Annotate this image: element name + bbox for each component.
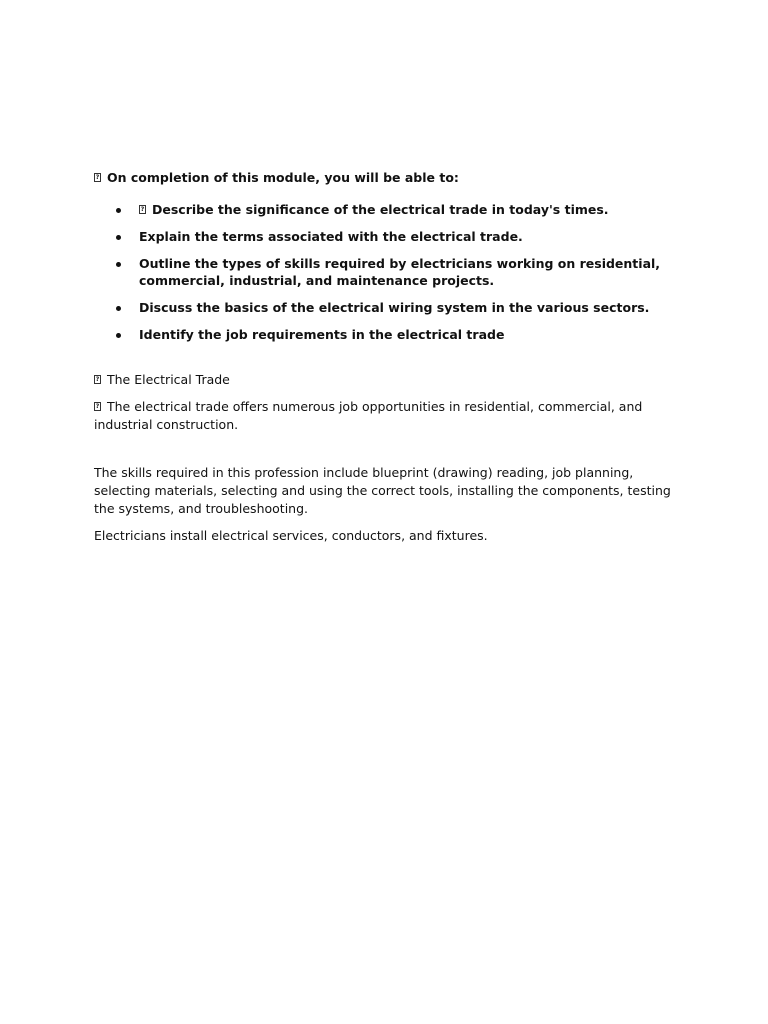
section-title-text: The Electrical Trade [107,372,230,387]
objectives-intro-text: On completion of this module, you will be able to: [107,170,459,185]
bullet-icon [116,208,121,213]
list-item-text: Describe the significance of the electrical trade in today's times. [152,202,609,217]
list-item-text: Discuss the basics of the electrical wiring system in the various sectors. [139,299,650,315]
list-item [94,327,674,344]
list-item-text: Outline the types of skills required by electricians working on residential, commercial, industrial, and maintenance projects. [139,256,661,288]
list-item [94,300,674,317]
objectives-list [94,202,674,343]
bullet-icon [116,262,121,267]
bullet-icon [116,333,121,338]
document-body [94,169,674,545]
section-intro [94,398,674,434]
section-intro-text: The electrical trade offers numerous job opportunities in residential, commercial, and industrial construction. [94,399,643,432]
missing-glyph-icon [94,173,101,182]
objectives-intro [94,169,674,187]
list-item [94,229,674,246]
section-title [94,371,674,389]
missing-glyph-icon [94,375,101,384]
list-item-text: Explain the terms associated with the electrical trade. [139,229,523,244]
bullet-icon [116,306,121,311]
missing-glyph-icon [94,402,101,411]
install-paragraph: Electricians install electrical services, conductors, and fixtures. [94,528,488,543]
list-item [94,256,674,289]
list-item-text: Identify the job requirements in the electrical trade [139,326,505,342]
bullet-icon [116,235,121,240]
missing-glyph-icon [139,205,146,214]
skills-paragraph: The skills required in this profession include blueprint (drawing) reading, job planning, selecting materials, selecting and using the correct tools, installing the components, testing the systems, and troubleshooting. [94,465,671,516]
list-item [94,202,674,219]
